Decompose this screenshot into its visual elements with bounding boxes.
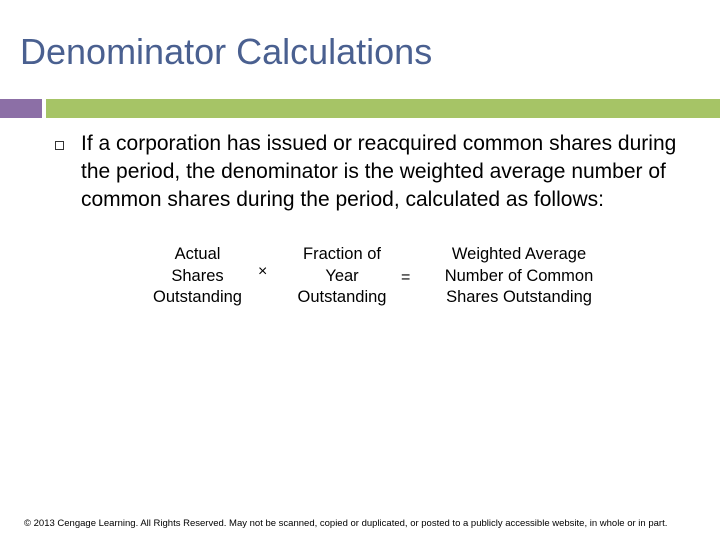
square-bullet-icon — [55, 141, 64, 150]
accent-bar-green — [46, 99, 720, 118]
formula-term-fraction-of-year: Fraction of Year Outstanding — [297, 245, 387, 306]
equals-operator: = — [401, 269, 411, 286]
formula-result-weighted-average: Weighted Average Number of Common Shares Outstanding — [444, 245, 594, 306]
bullet-text: If a corporation has issued or reacquired common shares during the period, the denominator is the weighted average number of common shares during the period, calculated as follows: — [81, 132, 677, 211]
copyright-footer: © 2013 Cengage Learning. All Rights Reserved. May not be scanned, copied or duplicated, or posted to a publicly accessible website, in whole or in part. — [24, 518, 668, 529]
multiply-operator: × — [258, 263, 268, 280]
accent-bar-purple — [0, 99, 42, 118]
formula-term-actual-shares: Actual Shares Outstanding — [153, 245, 242, 306]
slide-title: Denominator Calculations — [20, 31, 433, 72]
